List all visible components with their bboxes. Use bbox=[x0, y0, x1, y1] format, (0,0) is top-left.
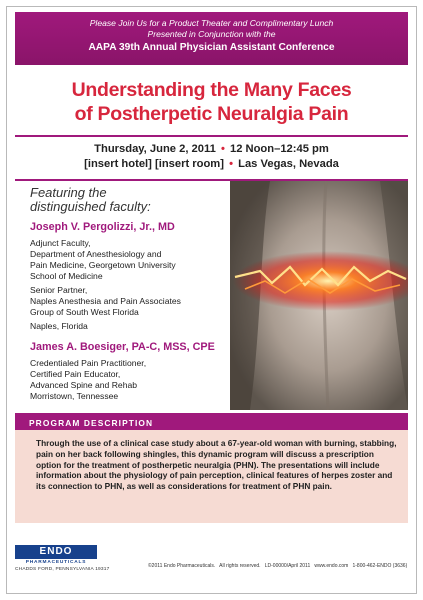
event-details bbox=[15, 142, 408, 172]
title-line-1: Understanding the Many Faces bbox=[71, 79, 352, 101]
event-venue: [insert hotel] [insert room] bbox=[84, 158, 224, 170]
faculty-detail: Senior Partner, bbox=[30, 285, 88, 295]
copyright: ©2011 Endo Pharmaceuticals. bbox=[148, 563, 216, 569]
legal-line bbox=[148, 563, 407, 570]
faculty-detail: Certified Pain Educator, bbox=[30, 369, 121, 379]
banner-invitation: Please Join Us for a Product Theater and Complimentary Lunch bbox=[89, 18, 334, 28]
faculty-detail: School of Medicine bbox=[30, 271, 103, 281]
program-description bbox=[15, 430, 408, 523]
event-city: Las Vegas, Nevada bbox=[238, 158, 339, 170]
endo-logo-subtitle: PHARMACEUTICALS bbox=[25, 560, 87, 565]
company-address: CHADDS FORD, PENNSYLVANIA 19317 bbox=[15, 567, 110, 572]
phone-number: 1-800-462-ENDO (3636) bbox=[352, 563, 408, 569]
website-link[interactable]: www.endo.com bbox=[314, 563, 349, 569]
footer bbox=[15, 545, 408, 575]
faculty-list bbox=[30, 186, 230, 402]
event-time: 12 Noon–12:45 pm bbox=[229, 143, 329, 155]
endo-logo: ENDO bbox=[15, 545, 97, 559]
banner-conference: AAPA 39th Annual Physician Assistant Conference bbox=[88, 42, 335, 53]
faculty-name-boesiger: James A. Boesiger, PA-C, MSS, CPE bbox=[30, 341, 215, 353]
bullet: • bbox=[229, 158, 234, 170]
back-pain-photo bbox=[230, 181, 408, 410]
rights: All rights reserved. bbox=[219, 563, 261, 569]
faculty-detail: Group of South West Florida bbox=[30, 307, 139, 317]
page-title bbox=[15, 78, 408, 126]
faculty-detail: Naples Anesthesia and Pain Associates bbox=[30, 296, 181, 306]
header-banner bbox=[15, 12, 408, 65]
program-description-text: Through the use of a clinical case study about a 67-year-old woman with burning, stabbing, pain on her back following shingles, this dynamic program will discuss a prescription option for the treatment of postherpetic neuralgia (PHN). The presentations will include information about the physiology of pain perception, clinical features of herpes zoster and its connection to PHN, as well as considerations for treatment of PHN pain. bbox=[36, 438, 397, 492]
faculty-detail: Department of Anesthesiology and bbox=[30, 249, 162, 259]
faculty-detail: Naples, Florida bbox=[30, 321, 88, 331]
faculty-detail: Adjunct Faculty, bbox=[30, 238, 91, 248]
divider-top bbox=[15, 135, 408, 137]
faculty-detail: Pain Medicine, Georgetown University bbox=[30, 260, 176, 270]
faculty-detail: Advanced Spine and Rehab bbox=[30, 380, 138, 390]
faculty-detail: Credentialed Pain Practitioner, bbox=[30, 358, 147, 368]
banner-presented: Presented in Conjunction with the bbox=[147, 29, 276, 39]
back-pain-glow-illustration bbox=[230, 181, 408, 410]
bullet: • bbox=[220, 143, 225, 155]
event-date: Thursday, June 2, 2011 bbox=[94, 143, 216, 155]
faculty-name-pergolizzi: Joseph V. Pergolizzi, Jr., MD bbox=[30, 221, 175, 233]
faculty-heading: Featuring the distinguished faculty: bbox=[30, 185, 151, 214]
program-description-heading: PROGRAM DESCRIPTION bbox=[15, 413, 408, 430]
faculty-detail: Morristown, Tennessee bbox=[30, 391, 119, 401]
job-code: LD-00000/April 2011 bbox=[264, 563, 311, 569]
title-line-2: of Postherpetic Neuralgia Pain bbox=[74, 103, 349, 125]
